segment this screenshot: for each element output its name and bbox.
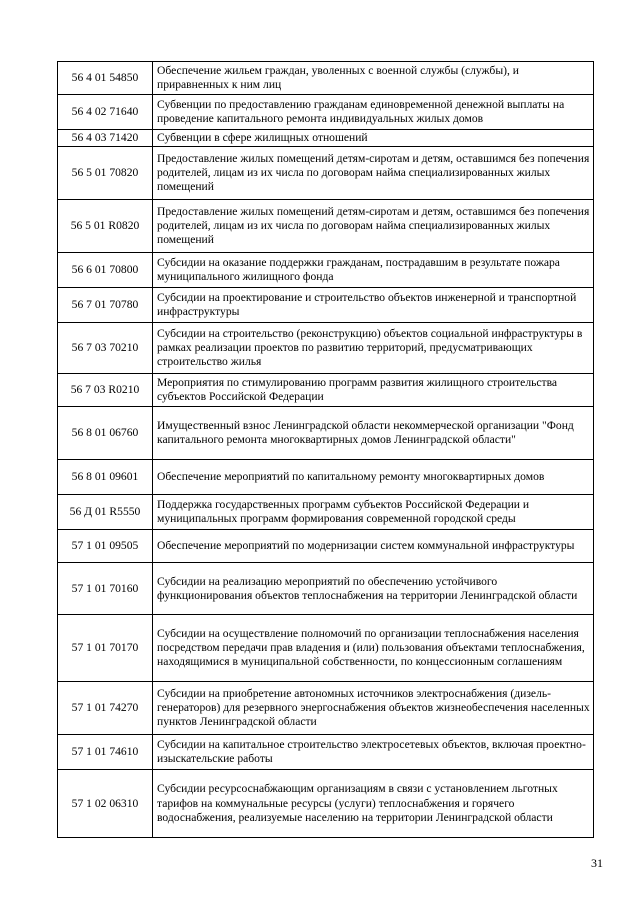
description-cell: Обеспечение мероприятий по модернизации систем коммунальной инфраструктуры — [153, 530, 594, 563]
description-cell: Субсидии на осуществление полномочий по организации теплоснабжения населения посредством передачи прав владения и (или) пользования объектами теплоснабжения, находящимися в муниципальной собственности, по концессионным соглашениям — [153, 615, 594, 682]
description-cell: Субсидии на капитальное строительство электросетевых объектов, включая проектно-изыскательские работы — [153, 735, 594, 770]
description-cell: Субвенции по предоставлению гражданам единовременной денежной выплаты на проведение капитального ремонта индивидуальных жилых домов — [153, 95, 594, 130]
budget-code-cell: 57 1 01 09505 — [58, 530, 153, 563]
table-row — [58, 130, 594, 147]
budget-code-cell: 56 8 01 06760 — [58, 407, 153, 460]
description-cell: Предоставление жилых помещений детям-сиротам и детям, оставшимся без попечения родителей, лицам из их числа по договорам найма специализированных жилых помещений — [153, 147, 594, 200]
budget-code-cell: 57 1 01 70160 — [58, 563, 153, 615]
table-row — [58, 374, 594, 407]
budget-code-cell: 56 5 01 R0820 — [58, 200, 153, 253]
table-row — [58, 770, 594, 838]
table-row — [58, 62, 594, 95]
budget-code-cell: 56 5 01 70820 — [58, 147, 153, 200]
table-row — [58, 407, 594, 460]
description-cell: Субвенции в сфере жилищных отношений — [153, 130, 594, 147]
table-row — [58, 253, 594, 288]
budget-code-cell: 56 8 01 09601 — [58, 460, 153, 495]
budget-code-cell: 56 4 02 71640 — [58, 95, 153, 130]
budget-code-cell: 57 1 01 70170 — [58, 615, 153, 682]
budget-codes-table — [57, 61, 594, 838]
description-cell: Имущественный взнос Ленинградской области некоммерческой организации "Фонд капитального ремонта многоквартирных домов Ленинградской области" — [153, 407, 594, 460]
description-cell: Обеспечение жильем граждан, уволенных с военной службы (службы), и приравненных к ним лиц — [153, 62, 594, 95]
description-cell: Мероприятия по стимулированию программ развития жилищного строительства субъектов Российской Федерации — [153, 374, 594, 407]
description-cell: Субсидии на реализацию мероприятий по обеспечению устойчивого функционирования объектов теплоснабжения на территории Ленинградской области — [153, 563, 594, 615]
budget-code-cell: 56 Д 01 R5550 — [58, 495, 153, 530]
budget-code-cell: 57 1 02 06310 — [58, 770, 153, 838]
description-cell: Субсидии ресурсоснабжающим организациям в связи с установлением льготных тарифов на коммунальные ресурсы (услуги) теплоснабжения и горячего водоснабжения, реализуемые населению на территории Ленинградской области — [153, 770, 594, 838]
description-cell: Субсидии на оказание поддержки гражданам, пострадавшим в результате пожара муниципального жилищного фонда — [153, 253, 594, 288]
budget-code-cell: 56 6 01 70800 — [58, 253, 153, 288]
description-cell: Предоставление жилых помещений детям-сиротам и детям, оставшимся без попечения родителей, лицам из их числа по договорам найма специализированных жилых помещений — [153, 200, 594, 253]
table-row — [58, 615, 594, 682]
budget-code-cell: 56 7 03 R0210 — [58, 374, 153, 407]
description-cell: Субсидии на приобретение автономных источников электроснабжения (дизель-генераторов) для резервного энергоснабжения объектов жизнеобеспечения населенных пунктов Ленинградской области — [153, 682, 594, 735]
table-row — [58, 147, 594, 200]
table-row — [58, 735, 594, 770]
budget-code-cell: 56 7 01 70780 — [58, 288, 153, 323]
budget-code-cell: 56 7 03 70210 — [58, 323, 153, 374]
description-cell: Субсидии на строительство (реконструкцию) объектов социальной инфраструктуры в рамках реализации проектов по развитию территорий, предусматривающих строительство жилья — [153, 323, 594, 374]
table-row — [58, 563, 594, 615]
budget-code-cell: 57 1 01 74270 — [58, 682, 153, 735]
page-number: 31 — [591, 856, 603, 870]
table-row — [58, 323, 594, 374]
table-row — [58, 682, 594, 735]
table-row — [58, 495, 594, 530]
table-row — [58, 95, 594, 130]
table-row — [58, 288, 594, 323]
description-cell: Обеспечение мероприятий по капитальному ремонту многоквартирных домов — [153, 460, 594, 495]
table-row — [58, 200, 594, 253]
budget-codes-table-body — [58, 62, 594, 838]
budget-code-cell: 56 4 03 71420 — [58, 130, 153, 147]
budget-code-cell: 56 4 01 54850 — [58, 62, 153, 95]
table-row — [58, 530, 594, 563]
budget-code-cell: 57 1 01 74610 — [58, 735, 153, 770]
table-row — [58, 460, 594, 495]
description-cell: Поддержка государственных программ субъектов Российской Федерации и муниципальных программ формирования современной городской среды — [153, 495, 594, 530]
description-cell: Субсидии на проектирование и строительство объектов инженерной и транспортной инфраструктуры — [153, 288, 594, 323]
